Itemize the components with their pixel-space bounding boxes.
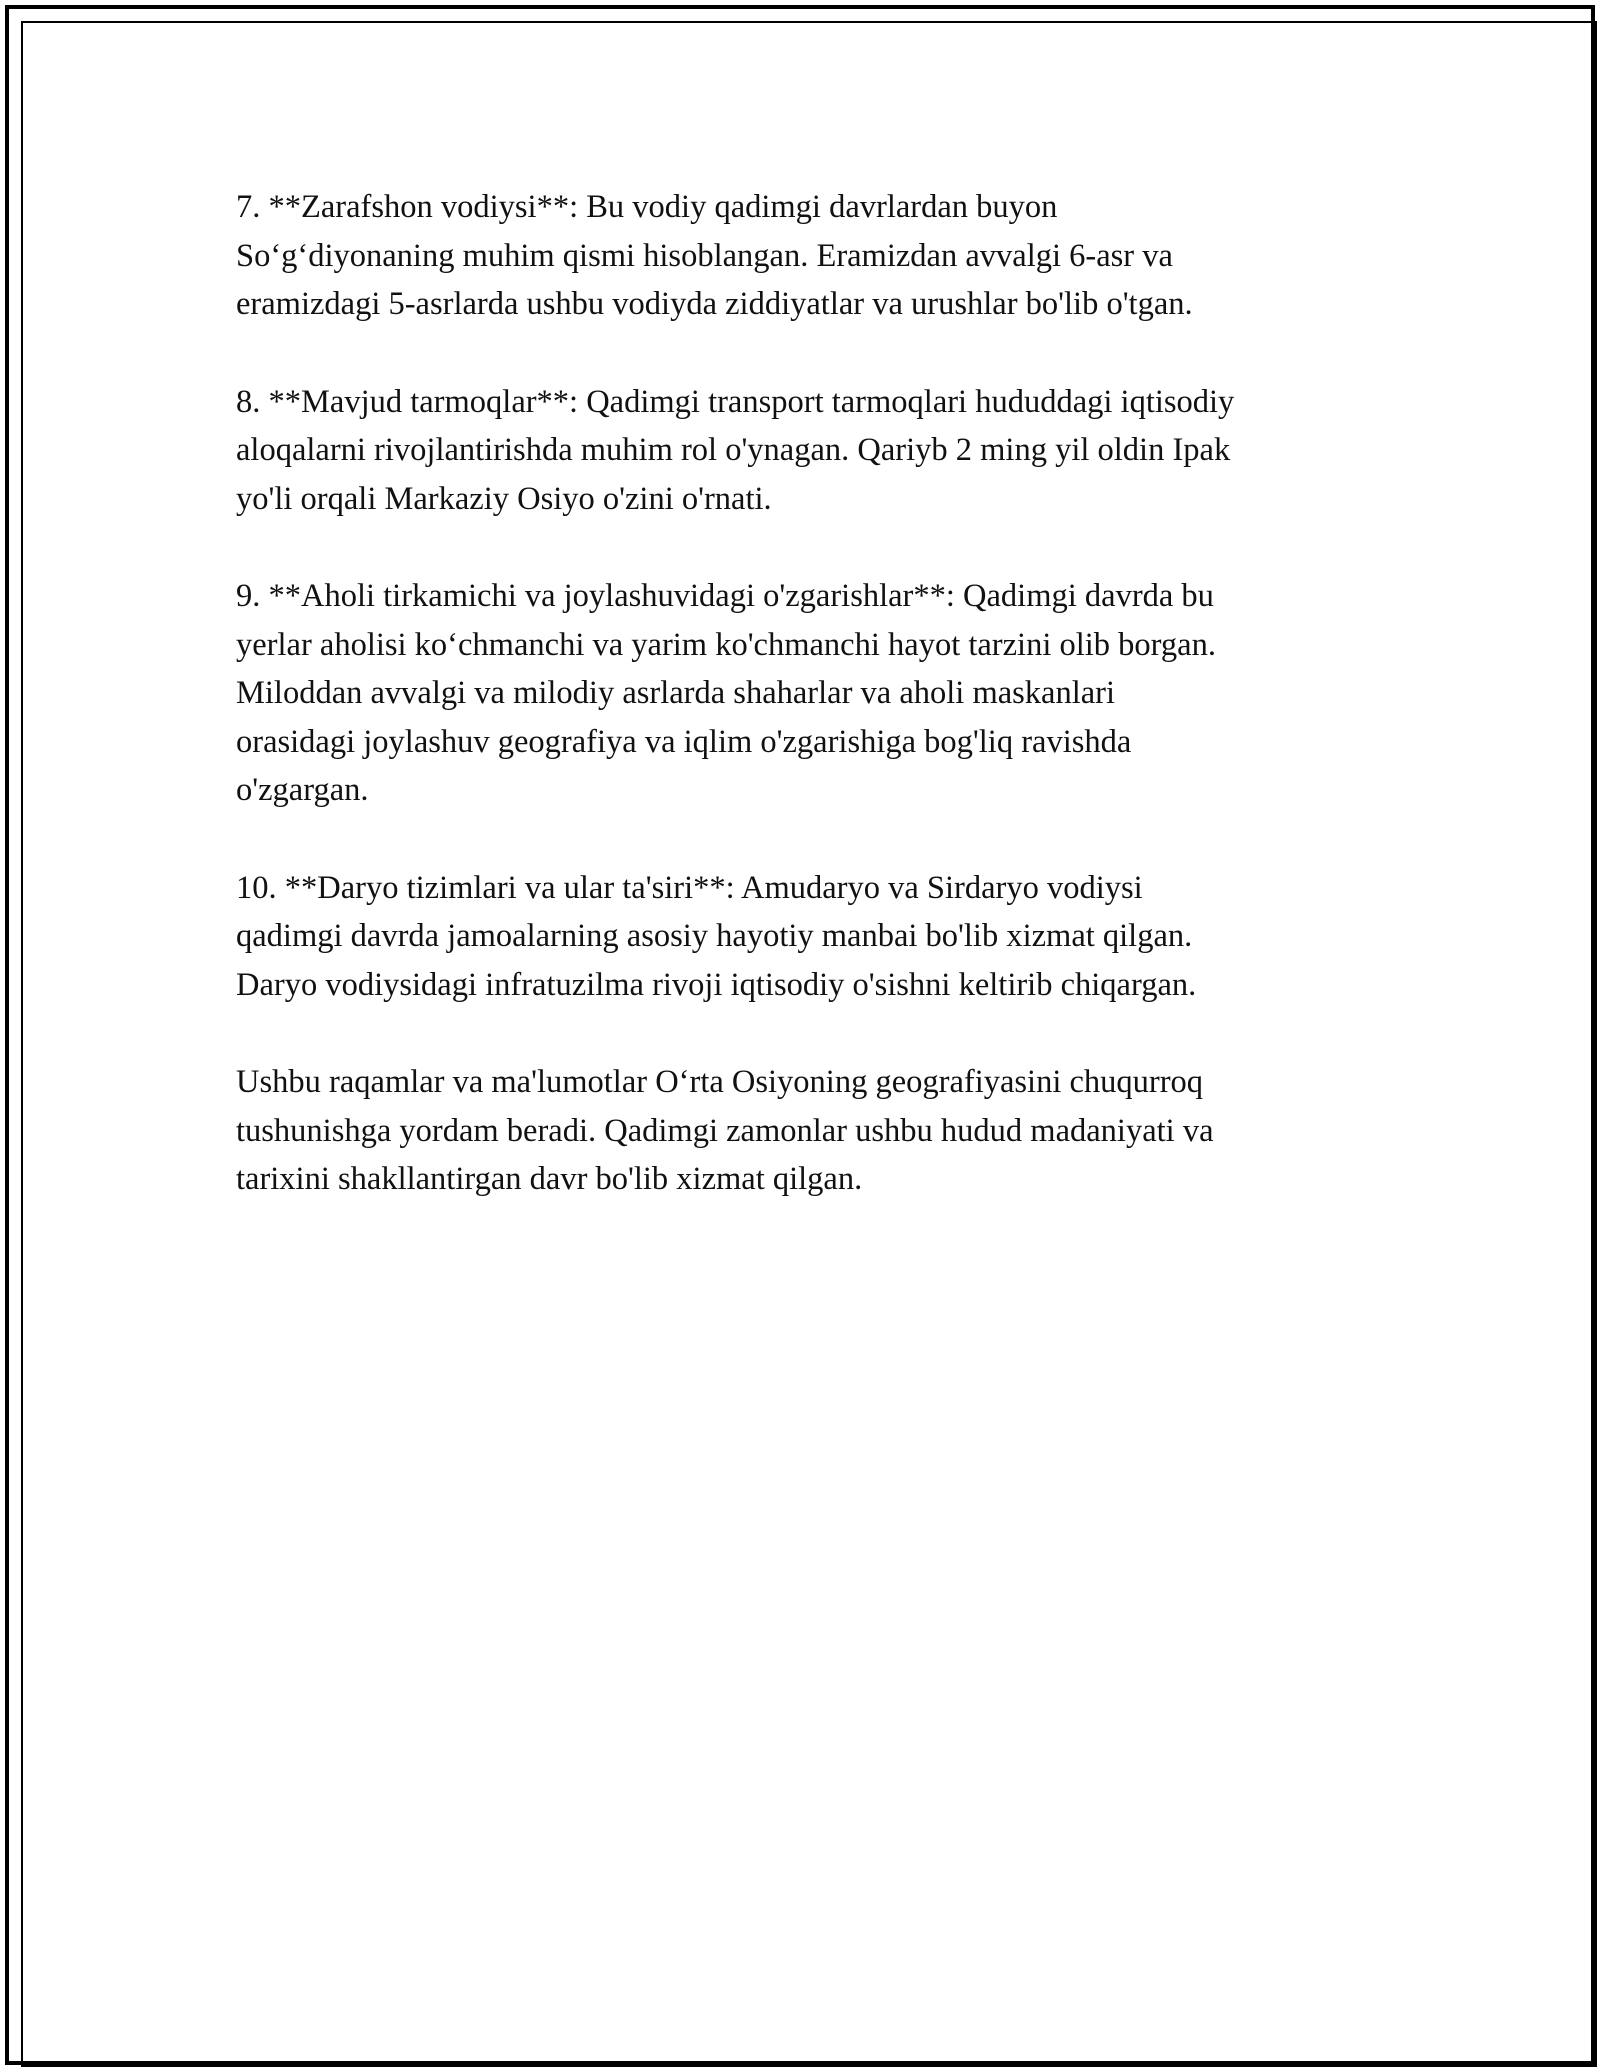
- paragraph-zarafshon-valley: 7. **Zarafshon vodiysi**: Bu vodiy qadimgi davrlardan buyon So‘g‘diyonaning muhim qismi hisoblangan. Eramizdan avvalgi 6-asr va eramizdagi 5-asrlarda ushbu vodiyda ziddiyatlar va urushlar bo'lib o'tgan.: [236, 189, 1193, 322]
- paragraph-river-systems: 10. **Daryo tizimlari va ular ta'siri**: Amudaryo va Sirdaryo vodiysi qadimgi davrda jamoalarning asosiy hayotiy manbai bo'lib xizmat qilgan. Daryo vodiysidagi infratuzilma rivoji iqtisodiy o'sishni keltirib chiqargan.: [236, 869, 1197, 1003]
- document-body: [236, 183, 1366, 1253]
- paragraph-transport-networks: 8. **Mavjud tarmoqlar**: Qadimgi transport tarmoqlari hududdagi iqtisodiy aloqalarni rivojlantirishda muhim rol o'ynagan. Qariyb 2 ming yil oldin Ipak yo'li orqali Markaziy Osiyo o'zini o'rnati.: [236, 383, 1235, 517]
- paragraph-conclusion: Ushbu raqamlar va ma'lumotlar O‘rta Osiyoning geografiyasini chuqurroq tushunishga yordam beradi. Qadimgi zamonlar ushbu hudud madaniyati va tarixini shakllantirgan davr bo'lib xizmat qilgan.: [236, 1064, 1214, 1197]
- paragraph-population-settlement: 9. **Aholi tirkamichi va joylashuvidagi o'zgarishlar**: Qadimgi davrda bu yerlar aholisi ko‘chmanchi va yarim ko'chmanchi hayot tarzini olib borgan. Miloddan avvalgi va milodiy asrlarda shaharlar va aholi maskanlari orasidagi joylashuv geografiya va iqlim o'zgarishiga bog'liq ravishda o'zgargan.: [236, 578, 1216, 808]
